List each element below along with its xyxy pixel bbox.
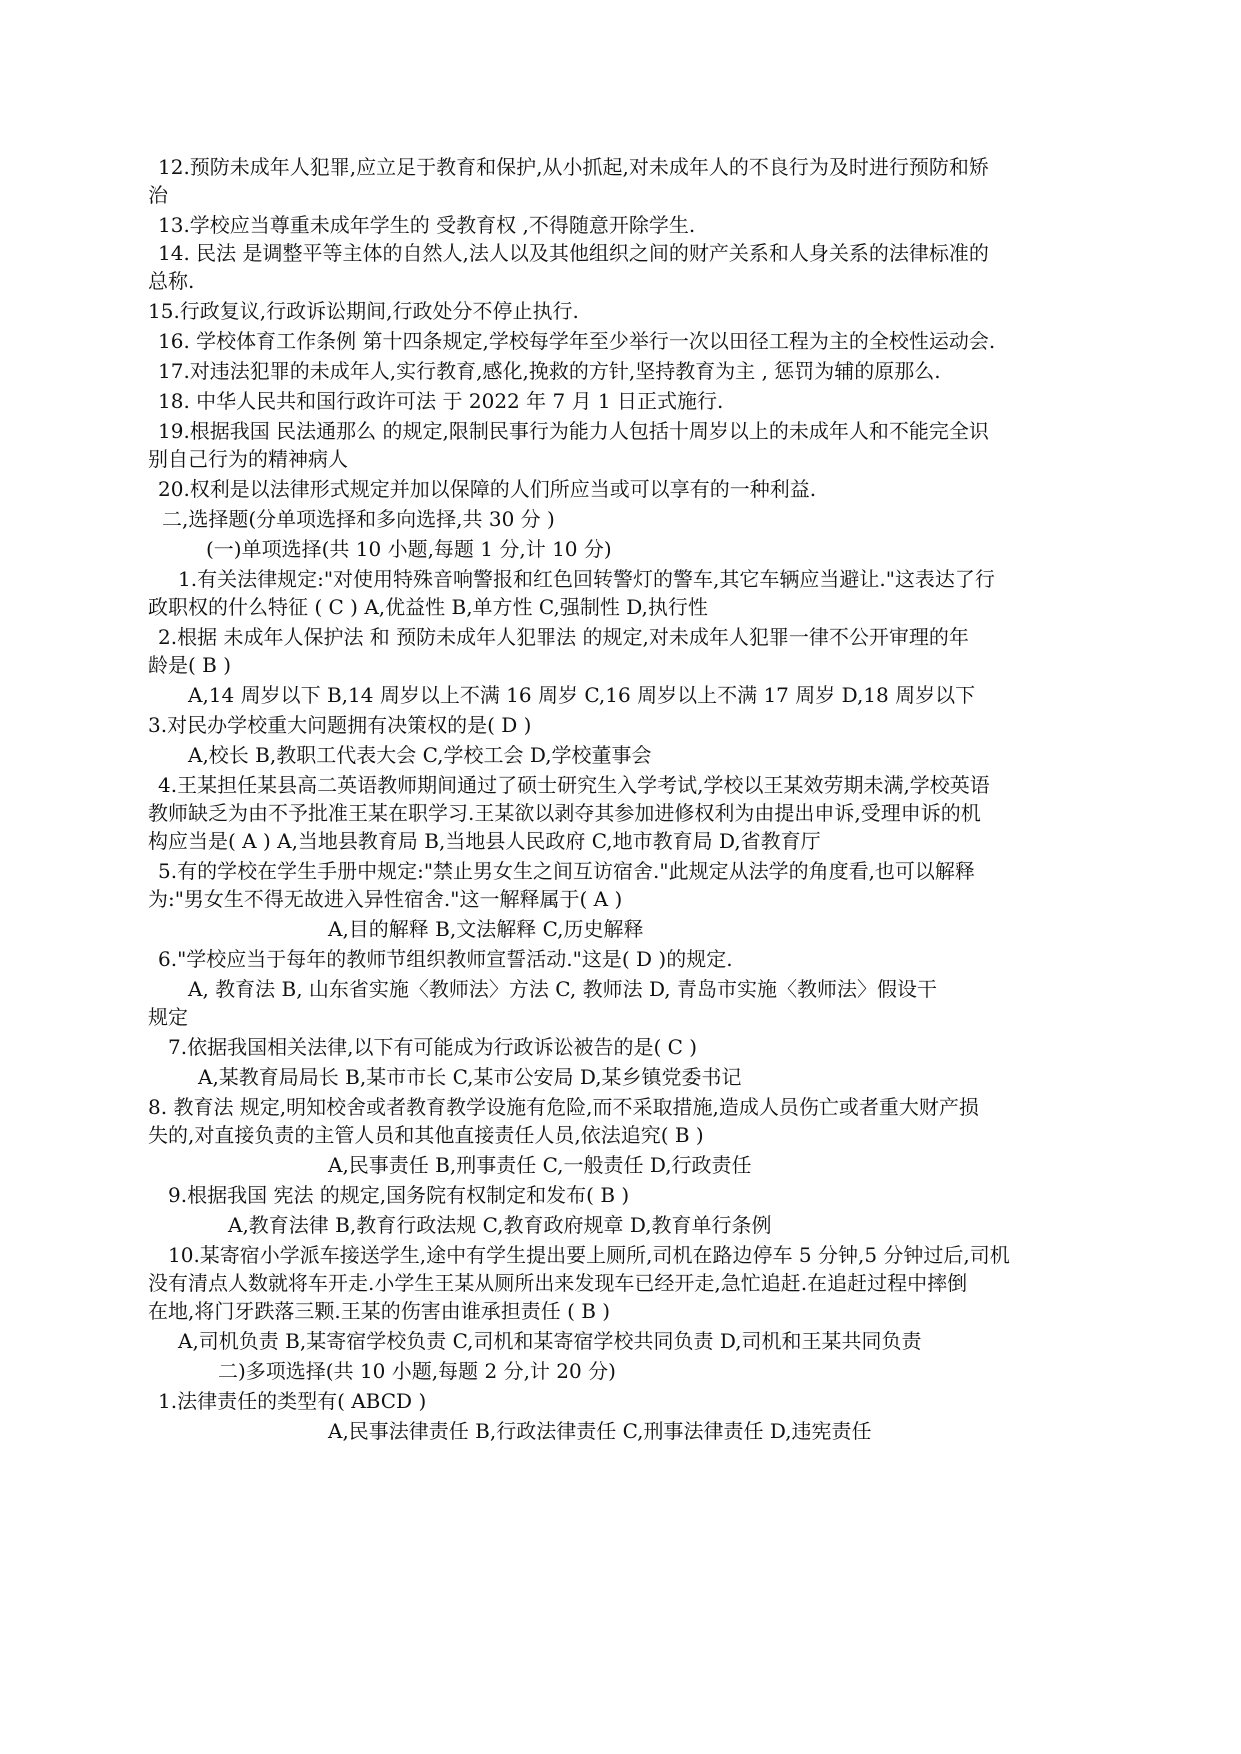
text-line: 政职权的什么特征 ( C ) A,优益性 B,单方性 C,强制性 D,执行性	[148, 595, 708, 619]
answer-options: A,目的解释 B,文法解释 C,历史解释	[328, 917, 644, 941]
text-line: 治	[148, 183, 168, 207]
text-line: 19.根据我国 民法通那么 的规定,限制民事行为能力人包括十周岁以上的未成年人和不能完全识	[158, 419, 989, 443]
text-line: 7.依据我国相关法律,以下有可能成为行政诉讼被告的是( C )	[168, 1035, 698, 1059]
text-line: 10.某寄宿小学派车接送学生,途中有学生提出要上厕所,司机在路边停车 5 分钟,5 分钟过后,司机	[168, 1243, 1010, 1267]
answer-options: A,教育法律 B,教育行政法规 C,教育政府规章 D,教育单行条例	[228, 1213, 772, 1237]
answer-options: A, 教育法 B, 山东省实施〈教师法〉方法 C, 教师法 D, 青岛市实施〈教师法〉假设干	[188, 977, 937, 1001]
text-line: 14. 民法 是调整平等主体的自然人,法人以及其他组织之间的财产关系和人身关系的法律标准的	[158, 241, 989, 265]
subsection-heading: 二)多项选择(共 10 小题,每题 2 分,计 20 分)	[218, 1359, 616, 1383]
answer-options: A,14 周岁以下 B,14 周岁以上不满 16 周岁 C,16 周岁以上不满 17 周岁 D,18 周岁以下	[188, 683, 976, 707]
text-line: 5.有的学校在学生手册中规定:"禁止男女生之间互访宿舍."此规定从法学的角度看,也可以解释	[158, 859, 975, 883]
text-line: 2.根据 未成年人保护法 和 预防未成年人犯罪法 的规定,对未成年人犯罪一律不公开审理的年	[158, 625, 969, 649]
text-line: 1.法律责任的类型有( ABCD )	[158, 1389, 427, 1413]
text-line: 6."学校应当于每年的教师节组织教师宣誓活动."这是( D )的规定.	[158, 947, 733, 971]
text-line: 构应当是( A ) A,当地县教育局 B,当地县人民政府 C,地市教育局 D,省教育厅	[148, 829, 821, 853]
answer-options: A,某教育局局长 B,某市市长 C,某市公安局 D,某乡镇党委书记	[198, 1065, 742, 1089]
text-line: 为:"男女生不得无故进入异性宿舍."这一解释属于( A )	[148, 887, 623, 911]
text-line: 1.有关法律规定:"对使用特殊音响警报和红色回转警灯的警车,其它车辆应当避让."这表达了行	[178, 567, 995, 591]
section-heading: 二,选择题(分单项选择和多向选择,共 30 分 )	[162, 507, 555, 531]
text-line: 失的,对直接负责的主管人员和其他直接责任人员,依法追究( B )	[148, 1123, 704, 1147]
subsection-heading: (一)单项选择(共 10 小题,每题 1 分,计 10 分)	[206, 537, 612, 561]
text-line: 龄是( B )	[148, 653, 232, 677]
text-line: 13.学校应当尊重未成年学生的 受教育权 ,不得随意开除学生.	[158, 213, 696, 237]
text-line: 没有清点人数就将车开走.小学生王某从厕所出来发现车已经开走,急忙追赶.在追赶过程中摔倒	[148, 1271, 968, 1295]
text-line: 规定	[148, 1005, 188, 1029]
text-line: 20.权利是以法律形式规定并加以保障的人们所应当或可以享有的一种利益.	[158, 477, 817, 501]
text-line: 3.对民办学校重大问题拥有决策权的是( D )	[148, 713, 532, 737]
text-line: 4.王某担任某县高二英语教师期间通过了硕士研究生入学考试,学校以王某效劳期未满,学校英语	[158, 773, 990, 797]
text-line: 别自己行为的精神病人	[148, 447, 348, 471]
text-line: 18. 中华人民共和国行政许可法 于 2022 年 7 月 1 日正式施行.	[158, 389, 724, 413]
text-line: 9.根据我国 宪法 的规定,国务院有权制定和发布( B )	[168, 1183, 630, 1207]
text-line: 总称.	[148, 269, 195, 293]
answer-options: A,校长 B,教职工代表大会 C,学校工会 D,学校董事会	[188, 743, 652, 767]
text-line: 15.行政复议,行政诉讼期间,行政处分不停止执行.	[148, 299, 579, 323]
answer-options: A,司机负责 B,某寄宿学校负责 C,司机和某寄宿学校共同负责 D,司机和王某共同负责	[178, 1329, 922, 1353]
text-line: 17.对违法犯罪的未成年人,实行教育,感化,挽救的方针,坚持教育为主 , 惩罚为辅的原那么.	[158, 359, 941, 383]
text-line: 在地,将门牙跌落三颗.王某的伤害由谁承担责任 ( B )	[148, 1299, 611, 1323]
answer-options: A,民事责任 B,刑事责任 C,一般责任 D,行政责任	[328, 1153, 752, 1177]
text-line: 教师缺乏为由不予批准王某在职学习.王某欲以剥夺其参加进修权利为由提出申诉,受理申诉的机	[148, 801, 981, 825]
answer-options: A,民事法律责任 B,行政法律责任 C,刑事法律责任 D,违宪责任	[328, 1419, 872, 1443]
text-line: 8. 教育法 规定,明知校舍或者教育教学设施有危险,而不采取措施,造成人员伤亡或者重大财产损	[148, 1095, 979, 1119]
text-line: 16. 学校体育工作条例 第十四条规定,学校每学年至少举行一次以田径工程为主的全校性运动会.	[158, 329, 996, 353]
text-line: 12.预防未成年人犯罪,应立足于教育和保护,从小抓起,对未成年人的不良行为及时进行预防和矫	[158, 155, 989, 179]
